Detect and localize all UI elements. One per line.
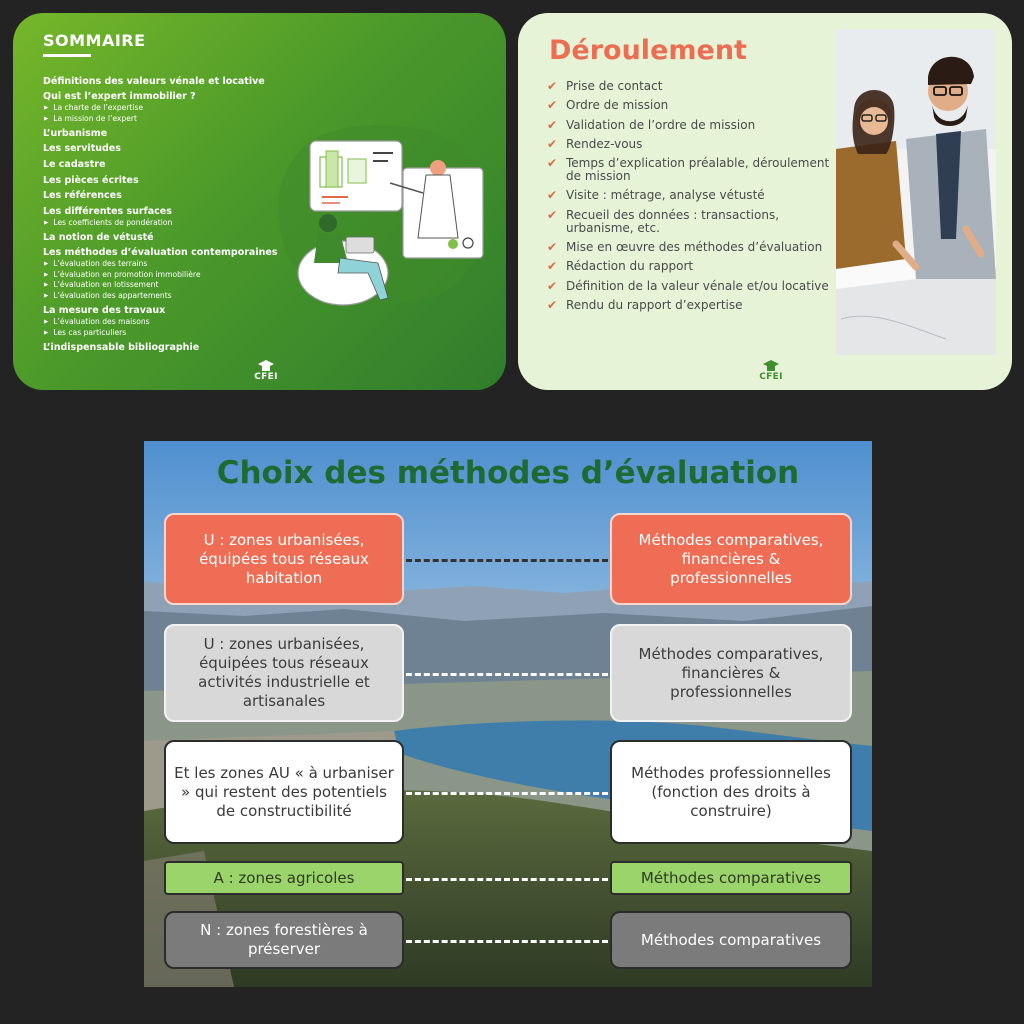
toc-subitem: ▶ La mission de l’expert bbox=[43, 114, 293, 125]
expert-illustration bbox=[268, 113, 498, 313]
toc-subitem: ▶ L’évaluation en lotissement bbox=[43, 280, 293, 291]
check-icon: ✔ bbox=[547, 98, 558, 113]
connector-line bbox=[406, 940, 608, 943]
toc-item: Les servitudes bbox=[43, 143, 121, 155]
sommaire-title: SOMMAIRE bbox=[43, 31, 146, 50]
step-text: Rédaction du rapport bbox=[566, 259, 694, 274]
check-icon: ✔ bbox=[547, 188, 558, 203]
graduation-cap-icon bbox=[763, 360, 779, 372]
toc-item: L’indispensable bibliographie bbox=[43, 341, 200, 353]
steps-list bbox=[547, 80, 832, 318]
step-text: Recueil des données : transactions, urbanisme, etc. bbox=[566, 207, 780, 235]
toc-item: Les méthodes d’évaluation contemporaines bbox=[43, 247, 278, 259]
cfei-logo bbox=[751, 360, 791, 388]
step-item bbox=[547, 189, 832, 202]
step-text: Prise de contact bbox=[566, 79, 663, 93]
toc-subitem: ▶ L’évaluation des appartements bbox=[43, 291, 293, 302]
toc-subitem: ▶ L’évaluation des terrains bbox=[43, 259, 293, 270]
step-text: Ordre de mission bbox=[566, 98, 669, 113]
zone-box: U : zones urbanisées, équipées tous réseaux habitation bbox=[164, 513, 404, 605]
toc-item: Le cadastre bbox=[43, 158, 106, 170]
step-text: Mise en œuvre des méthodes d’évaluation bbox=[566, 240, 823, 255]
check-icon: ✔ bbox=[547, 207, 558, 222]
step-item bbox=[547, 138, 832, 151]
step-text: Rendez-vous bbox=[566, 136, 643, 151]
step-item bbox=[547, 260, 832, 273]
toc-subitem: ▶ L’évaluation en promotion immobilière bbox=[43, 270, 293, 281]
check-icon: ✔ bbox=[547, 240, 558, 255]
title-underline bbox=[43, 54, 91, 57]
slide-choix-methodes bbox=[144, 441, 872, 987]
step-item bbox=[547, 157, 832, 183]
step-text: Rendu du rapport d’expertise bbox=[566, 297, 743, 312]
toc-item: La mesure des travaux bbox=[43, 305, 166, 317]
zone-box: N : zones forestières à préserver bbox=[164, 911, 404, 969]
method-box: Méthodes comparatives, financières & professionnelles bbox=[610, 624, 852, 722]
toc-item: Les références bbox=[43, 190, 122, 202]
toc-item: Les différentes surfaces bbox=[43, 205, 172, 217]
step-item bbox=[547, 99, 832, 112]
step-item bbox=[547, 119, 832, 132]
zone-box: Et les zones AU « à urbaniser » qui restent des potentiels de constructibilité bbox=[164, 740, 404, 844]
step-item bbox=[547, 280, 832, 293]
toc-subitem: ▶ La charte de l’expertise bbox=[43, 103, 293, 114]
step-text: Définition de la valeur vénale et/ou locative bbox=[566, 278, 829, 293]
zone-box: U : zones urbanisées, équipées tous réseaux activités industrielle et artisanales bbox=[164, 624, 404, 722]
step-item bbox=[547, 241, 832, 254]
connector-line bbox=[406, 673, 608, 676]
connector-line bbox=[406, 559, 608, 562]
toc-item: Définitions des valeurs vénale et locative bbox=[43, 75, 265, 87]
logo-text: CFEI bbox=[759, 372, 783, 382]
slide-deroulement bbox=[518, 13, 1012, 390]
step-item bbox=[547, 80, 832, 93]
toc-subitem: ▶ Les cas particuliers bbox=[43, 328, 293, 339]
connector-line bbox=[406, 878, 608, 881]
method-box: Méthodes comparatives bbox=[610, 911, 852, 969]
check-icon: ✔ bbox=[547, 278, 558, 293]
toc-list bbox=[43, 72, 293, 354]
toc-item: La notion de vétusté bbox=[43, 231, 154, 243]
slide-sommaire bbox=[13, 13, 506, 390]
toc-item: Les pièces écrites bbox=[43, 174, 139, 186]
choix-title: Choix des méthodes d’évaluation bbox=[216, 455, 800, 491]
step-text: Validation de l’ordre de mission bbox=[566, 117, 756, 132]
check-icon: ✔ bbox=[547, 156, 558, 171]
step-item bbox=[547, 209, 832, 235]
step-text: Temps d’explication préalable, déroulement de mission bbox=[566, 156, 830, 184]
connector-line bbox=[406, 792, 608, 795]
deroulement-title: Déroulement bbox=[549, 35, 747, 66]
toc-item: Qui est l’expert immobilier ? bbox=[43, 91, 196, 103]
step-item bbox=[547, 299, 832, 312]
check-icon: ✔ bbox=[547, 297, 558, 312]
method-box: Méthodes comparatives bbox=[610, 861, 852, 895]
logo-text: CFEI bbox=[254, 372, 278, 382]
toc-subitem: ▶ L’évaluation des maisons bbox=[43, 317, 293, 328]
graduation-cap-icon bbox=[258, 360, 274, 372]
check-icon: ✔ bbox=[547, 136, 558, 151]
zone-box: A : zones agricoles bbox=[164, 861, 404, 895]
toc-item: L’urbanisme bbox=[43, 127, 108, 139]
method-box: Méthodes professionnelles (fonction des droits à construire) bbox=[610, 740, 852, 844]
method-box: Méthodes comparatives, financières & professionnelles bbox=[610, 513, 852, 605]
check-icon: ✔ bbox=[547, 117, 558, 132]
cfei-logo bbox=[246, 360, 286, 388]
team-photo bbox=[836, 29, 996, 355]
check-icon: ✔ bbox=[547, 79, 558, 93]
toc-subitem: ▶ Les coefficients de pondération bbox=[43, 218, 293, 229]
step-text: Visite : métrage, analyse vétusté bbox=[566, 188, 765, 203]
check-icon: ✔ bbox=[547, 259, 558, 274]
